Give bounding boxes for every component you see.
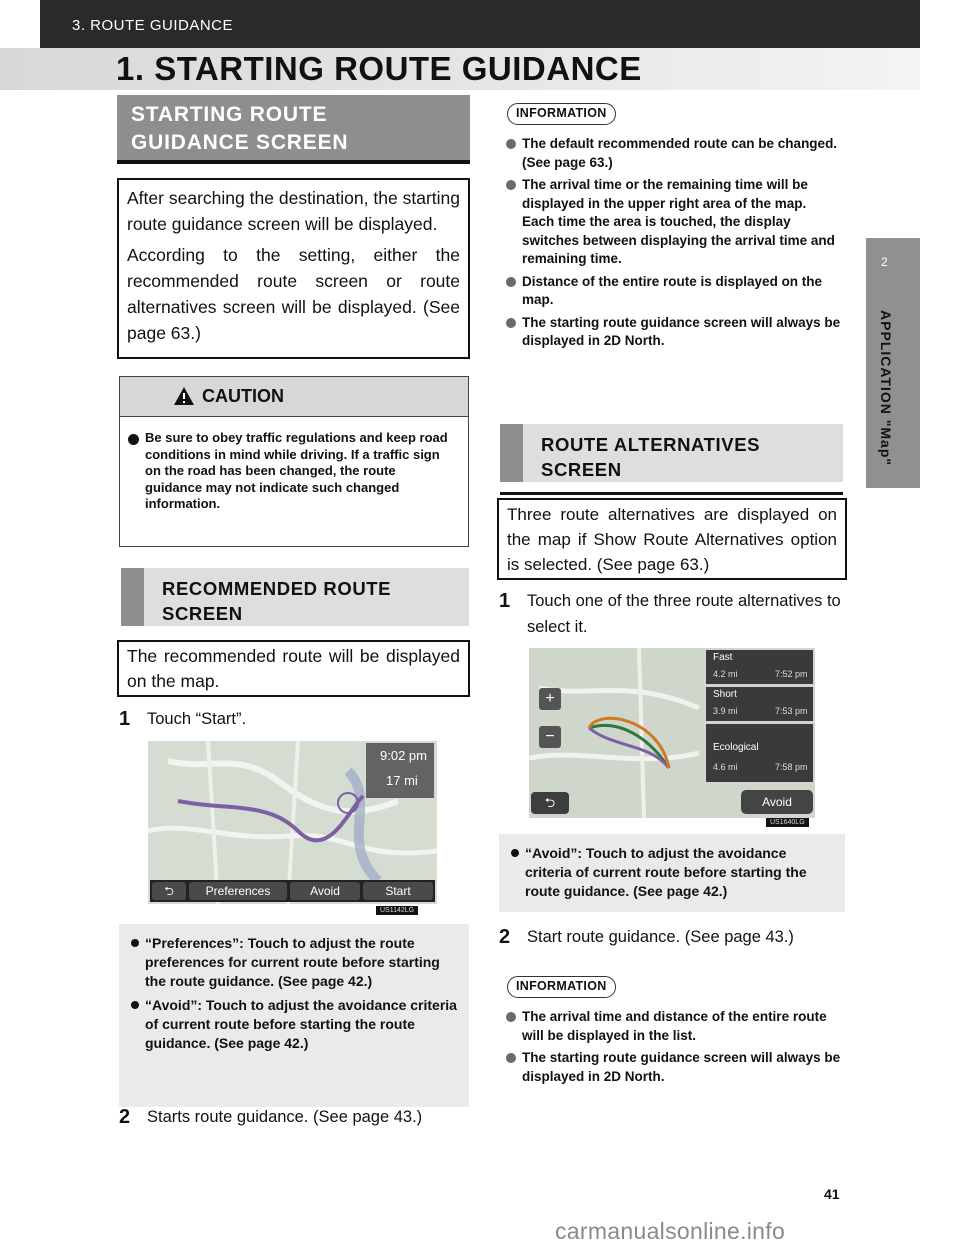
step-number: 2 bbox=[119, 1106, 131, 1128]
info-text: Distance of the entire route is displayed on the map. bbox=[522, 273, 823, 307]
info-text: The starting route guidance screen will always be displayed in 2D North. bbox=[522, 314, 841, 348]
chapter-tab-number: 2 bbox=[881, 255, 888, 269]
step-number: 1 bbox=[499, 590, 511, 612]
intro-paragraph: The recommended route will be displayed on the map. bbox=[127, 646, 460, 691]
page-title: 1. STARTING ROUTE GUIDANCE bbox=[116, 50, 642, 87]
note-item bbox=[129, 996, 459, 1053]
information-badge: INFORMATION bbox=[507, 103, 616, 125]
recommended-heading bbox=[162, 576, 391, 626]
chapter-tab-label: APPLICATION "Map" bbox=[878, 310, 894, 467]
bullet-icon bbox=[131, 939, 139, 947]
heading-line: GUIDANCE SCREEN bbox=[131, 131, 349, 154]
information-badge: INFORMATION bbox=[507, 976, 616, 998]
heading-underline bbox=[117, 160, 470, 164]
alternatives-heading bbox=[541, 432, 760, 482]
bullet-icon bbox=[128, 434, 139, 445]
info-item bbox=[506, 314, 842, 351]
route-time: 7:53 pm bbox=[775, 706, 808, 716]
zoom-in-button[interactable] bbox=[539, 688, 561, 710]
back-button[interactable] bbox=[531, 792, 569, 814]
route-name: Fast bbox=[713, 652, 733, 663]
watermark-link[interactable]: carmanualsonline.info bbox=[555, 1218, 786, 1242]
step-text: Starts route guidance. (See page 43.) bbox=[147, 1108, 423, 1126]
step-text: Touch “Start”. bbox=[147, 710, 247, 728]
alternatives-intro-box bbox=[497, 498, 847, 580]
warning-icon bbox=[173, 386, 195, 406]
step-number: 1 bbox=[119, 708, 131, 730]
bullet-icon bbox=[506, 318, 516, 328]
bullet-icon bbox=[506, 139, 516, 149]
starting-screen-intro-box bbox=[117, 178, 470, 359]
back-icon: ⮌ bbox=[164, 884, 174, 898]
back-icon: ⮌ bbox=[544, 795, 556, 810]
info-item bbox=[506, 1008, 842, 1045]
alternatives-notes bbox=[499, 834, 845, 912]
alternatives-step-2 bbox=[499, 924, 794, 950]
intro-paragraph: Three route alternatives are displayed on the map if Show Route Alternatives option is selected. (See page 63.) bbox=[507, 505, 837, 574]
bullet-icon bbox=[506, 1012, 516, 1022]
intro-paragraph: After searching the destination, the starting route guidance screen will be displayed. bbox=[127, 188, 460, 234]
minus-icon: − bbox=[545, 728, 555, 745]
step-text: Start route guidance. (See page 43.) bbox=[527, 928, 794, 946]
back-button[interactable] bbox=[152, 882, 186, 900]
page-number: 41 bbox=[824, 1186, 840, 1202]
intro-paragraph: According to the setting, either the recommended route screen or route alternatives screen will be displayed. (See page 63.) bbox=[127, 245, 460, 343]
heading-line: STARTING ROUTE bbox=[131, 103, 328, 126]
bullet-icon bbox=[506, 180, 516, 190]
caution-header bbox=[120, 377, 468, 417]
recommended-notes bbox=[119, 924, 469, 1107]
info-text: The default recommended route can be changed. (See page 63.) bbox=[522, 136, 838, 170]
note-item bbox=[509, 844, 835, 901]
preferences-button[interactable]: Preferences bbox=[189, 882, 287, 900]
note-text: “Avoid”: Touch to adjust the avoidance criteria of current route before starting the route guidance. (See page 42.) bbox=[525, 845, 807, 899]
recommended-step-2 bbox=[119, 1104, 422, 1130]
info-text: The arrival time or the remaining time will be displayed in the upper right area of the map. Each time the area is touched, the display switches between displaying the arrival time and remaining time. bbox=[522, 177, 835, 266]
plus-icon: + bbox=[545, 690, 555, 707]
route-option-ecological[interactable] bbox=[706, 724, 813, 782]
route-distance: 3.9 mi bbox=[713, 706, 738, 716]
note-text: “Avoid”: Touch to adjust the avoidance criteria of current route before starting the route guidance. (See page 42.) bbox=[145, 997, 457, 1051]
recommended-intro-box bbox=[117, 640, 470, 697]
caution-item bbox=[120, 417, 468, 513]
info-text: The arrival time and distance of the entire route will be displayed in the list. bbox=[522, 1009, 827, 1043]
info-item bbox=[506, 135, 842, 172]
info-item bbox=[506, 273, 842, 310]
avoid-button[interactable]: Avoid bbox=[290, 882, 360, 900]
route-alternatives-screenshot bbox=[529, 648, 815, 818]
heading-line: SCREEN bbox=[541, 459, 622, 480]
screenshot-id: US1640LG bbox=[766, 818, 809, 827]
bullet-icon bbox=[131, 1001, 139, 1009]
bullet-icon bbox=[506, 1053, 516, 1063]
chapter-label: 3. ROUTE GUIDANCE bbox=[72, 17, 234, 34]
bullet-icon bbox=[506, 277, 516, 287]
info-item bbox=[506, 176, 842, 269]
information-list bbox=[506, 1008, 842, 1090]
note-text: “Preferences”: Touch to adjust the route preferences for current route before starting the route guidance. (See page 42.) bbox=[145, 935, 440, 989]
note-item bbox=[129, 934, 459, 991]
heading-line: SCREEN bbox=[162, 603, 243, 624]
recommended-route-screenshot bbox=[148, 741, 437, 904]
route-time: 7:58 pm bbox=[775, 762, 808, 772]
step-number: 2 bbox=[499, 926, 511, 948]
heading-line: RECOMMENDED ROUTE bbox=[162, 578, 392, 599]
screenshot-id: US1142LG bbox=[376, 906, 418, 915]
caution-box bbox=[119, 376, 469, 547]
route-name: Ecological bbox=[713, 742, 759, 753]
arrival-time: 9:02 pm bbox=[380, 748, 427, 763]
route-distance: 4.2 mi bbox=[713, 669, 738, 679]
caution-title: CAUTION bbox=[202, 386, 284, 406]
info-item bbox=[506, 1049, 842, 1086]
route-time: 7:52 pm bbox=[775, 669, 808, 679]
bullet-icon bbox=[511, 849, 519, 857]
avoid-button[interactable]: Avoid bbox=[741, 790, 813, 814]
heading-rule bbox=[500, 492, 843, 495]
route-distance: 4.6 mi bbox=[713, 762, 738, 772]
caution-text: Be sure to obey traffic regulations and keep road conditions in mind while driving. If a traffic sign on the road has been changed, the route guidance may not indicate such changed information. bbox=[145, 430, 448, 511]
alternatives-step-1 bbox=[499, 588, 849, 640]
info-text: The starting route guidance screen will always be displayed in 2D North. bbox=[522, 1050, 841, 1084]
start-button[interactable]: Start bbox=[363, 882, 433, 900]
heading-stripe bbox=[500, 424, 523, 482]
heading-stripe bbox=[121, 568, 144, 626]
heading-line: ROUTE ALTERNATIVES bbox=[541, 434, 761, 455]
step-text: Touch one of the three route alternatives to select it. bbox=[527, 592, 841, 636]
starting-screen-heading bbox=[131, 101, 461, 157]
information-list bbox=[506, 135, 842, 355]
zoom-out-button[interactable] bbox=[539, 726, 561, 748]
route-name: Short bbox=[713, 689, 737, 700]
recommended-step-1 bbox=[119, 706, 246, 732]
route-distance: 17 mi bbox=[386, 773, 418, 788]
